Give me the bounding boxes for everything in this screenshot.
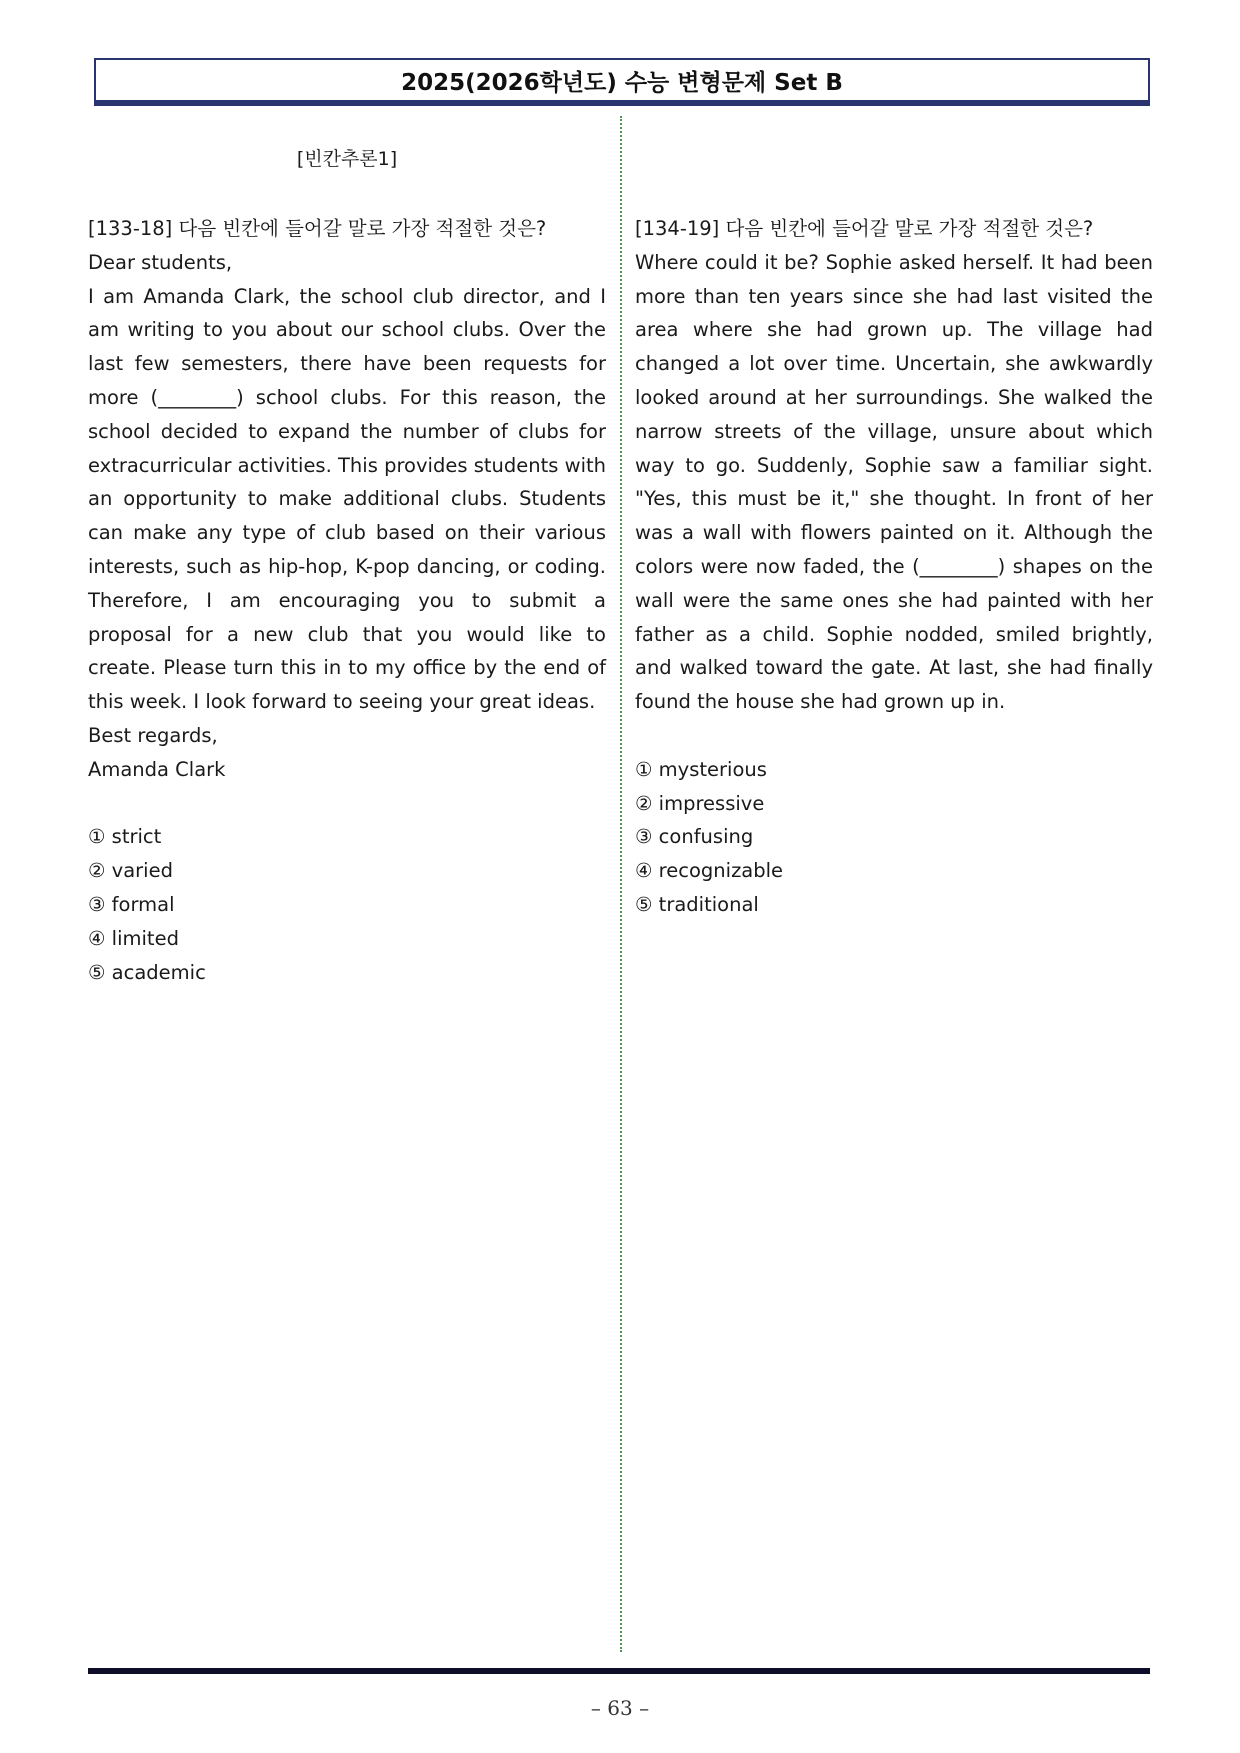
question-title: [133-18] 다음 빈칸에 들어갈 말로 가장 적절한 것은? <box>88 217 547 240</box>
page-header <box>94 58 1150 102</box>
column-divider <box>620 116 622 1652</box>
answer-option-2: ② varied <box>88 859 173 883</box>
answer-option-5: ⑤ academic <box>88 960 206 984</box>
header-title: 2025(2026학년도) 수능 변형문제 Set B <box>401 69 843 96</box>
answer-option-3: ③ confusing <box>635 825 754 849</box>
letter-greeting: Dear students, <box>88 250 233 274</box>
answer-option-5: ⑤ traditional <box>635 892 759 916</box>
answer-option-1: ① mysterious <box>635 757 767 781</box>
section-label: [빈칸추론1] <box>296 148 398 170</box>
answer-option-2: ② impressive <box>635 791 765 815</box>
footer-rule <box>88 1668 1150 1674</box>
letter-closing: Best regards, <box>88 723 218 747</box>
answer-option-3: ③ formal <box>88 892 175 916</box>
letter-signature: Amanda Clark <box>88 757 226 781</box>
answer-option-1: ① strict <box>88 825 162 849</box>
answer-option-4: ④ recognizable <box>635 859 784 883</box>
question-title: [134-19] 다음 빈칸에 들어갈 말로 가장 적절한 것은? <box>635 217 1094 240</box>
question-passage: I am Amanda Clark, the school club director, and I am writing to you about our school clubs. Over the last few semesters, there have been requests for more (________) school clubs. For this reason, the school decided to expand the number of clubs for extracurricular activities. This provides students with an opportunity to make additional clubs. Students can make any type of club based on their various interests, such as hip-hop, K-pop dancing, or coding. Therefore, I am encouraging you to submit a proposal for a new club that you would like to create. Please turn this in to my office by the end of this week. I look forward to seeing your great ideas. <box>88 284 606 714</box>
question-133 <box>88 212 606 989</box>
question-passage: Where could it be? Sophie asked herself. It had been more than ten years since she had last visited the area where she had grown up. The village had changed a lot over time. Uncertain, she awkwardly looked around at her surroundings. She walked the narrow streets of the village, unsure about which way to go. Suddenly, Sophie saw a familiar sight. "Yes, this must be it," she thought. In front of her was a wall with flowers painted on it. Although the colors were now faded, the (________) shapes on the wall were the same ones she had painted with her father as a child. Sophie nodded, smiled brightly, and walked toward the gate. At last, she had finally found the house she had grown up in. <box>635 250 1153 714</box>
page-number: – 63 – <box>590 1696 650 1720</box>
header-rule <box>94 102 1150 106</box>
question-134 <box>635 212 1153 922</box>
answer-option-4: ④ limited <box>88 926 179 950</box>
